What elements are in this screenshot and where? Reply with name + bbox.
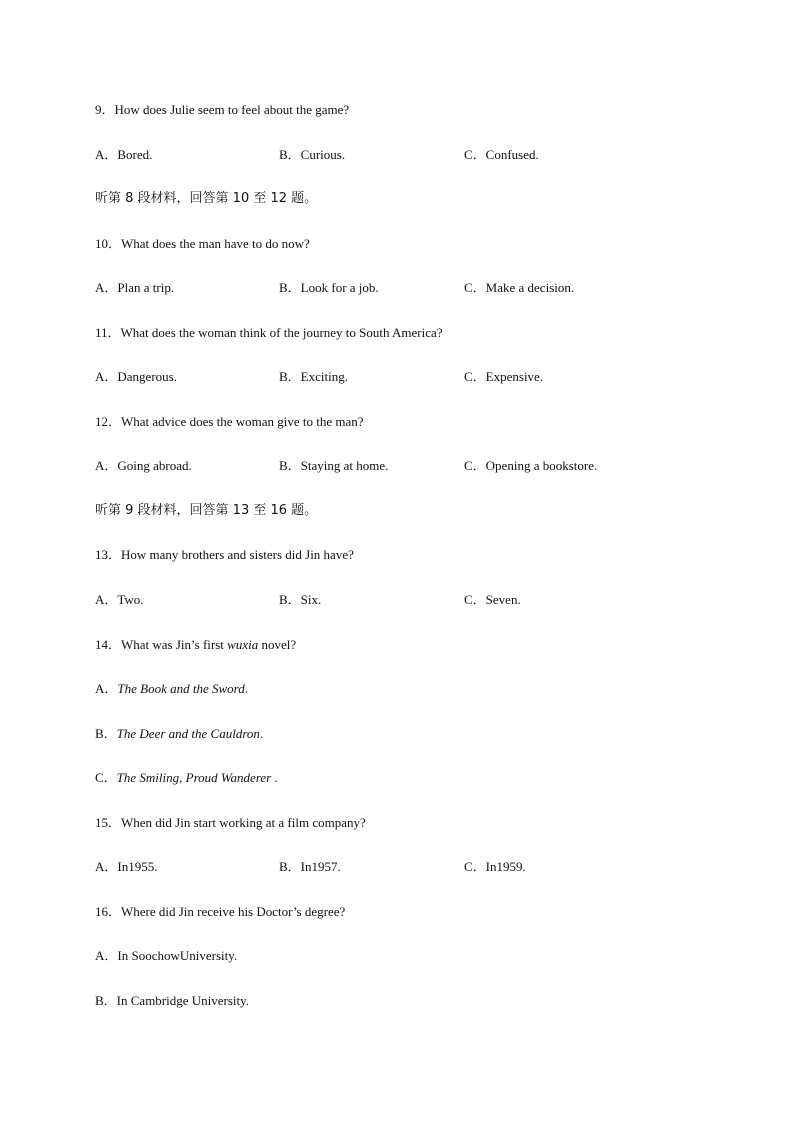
- q14-option-c: [95, 770, 278, 786]
- q14-option-b-letter: B．: [95, 726, 117, 741]
- q15-option-c: C．In1959.: [464, 859, 526, 874]
- q14-option-a-title: The Book and the Sword: [117, 681, 245, 696]
- q14-option-a: [95, 681, 248, 697]
- q9-option-a: A．Bored.: [95, 147, 153, 162]
- q14-text-suffix: novel?: [258, 637, 297, 652]
- q14-option-c-end: .: [271, 770, 278, 785]
- question-10: 10．What does the man have to do now?: [95, 236, 310, 251]
- section-8-instruction: 听第 8 段材料，回答第 10 至 12 题。: [95, 191, 318, 206]
- section-9-instruction: 听第 9 段材料，回答第 13 至 16 题。: [95, 503, 318, 518]
- question-9: 9．How does Julie seem to feel about the game?: [95, 102, 350, 117]
- q9-option-c: C．Confused.: [464, 147, 539, 162]
- q10-option-c: C．Make a decision.: [464, 280, 575, 295]
- q13-option-a: A．Two.: [95, 592, 144, 607]
- q12-option-c: C．Opening a bookstore.: [464, 458, 598, 473]
- q14-option-c-letter: C．: [95, 770, 117, 785]
- q16-option-b: B．In Cambridge University.: [95, 993, 250, 1008]
- q14-option-b-end: .: [259, 726, 264, 741]
- q10-option-b: B．Look for a job.: [279, 280, 379, 295]
- question-12: 12．What advice does the woman give to the man?: [95, 414, 364, 429]
- q11-option-a: A．Dangerous.: [95, 369, 177, 384]
- question-11: 11．What does the woman think of the journey to South America?: [95, 325, 443, 340]
- question-13: 13．How many brothers and sisters did Jin have?: [95, 547, 354, 562]
- q14-text-italic: wuxia: [227, 637, 259, 652]
- q11-option-c: C．Expensive.: [464, 369, 544, 384]
- q14-option-b-title: The Deer and the Cauldron: [116, 726, 260, 741]
- q10-option-a: A．Plan a trip.: [95, 280, 175, 295]
- q14-option-a-letter: A．: [95, 681, 118, 696]
- q15-option-b: B．In1957.: [279, 859, 341, 874]
- q14-text-prefix: 14．What was Jin’s first: [95, 637, 228, 652]
- question-14: [95, 637, 296, 653]
- question-16: 16．Where did Jin receive his Doctor’s degree?: [95, 904, 346, 919]
- question-15: 15．When did Jin start working at a film company?: [95, 815, 366, 830]
- q12-option-b: B．Staying at home.: [279, 458, 389, 473]
- q14-option-c-title: The Smiling, Proud Wanderer: [116, 770, 272, 785]
- q11-option-b: B．Exciting.: [279, 369, 348, 384]
- q14-option-b: [95, 726, 263, 742]
- q9-option-b: B．Curious.: [279, 147, 346, 162]
- q12-option-a: A．Going abroad.: [95, 458, 192, 473]
- q13-option-b: B．Six.: [279, 592, 322, 607]
- q14-option-a-end: .: [244, 681, 248, 696]
- q16-option-a: A．In SoochowUniversity.: [95, 948, 238, 963]
- q15-option-a: A．In1955.: [95, 859, 158, 874]
- q13-option-c: C．Seven.: [464, 592, 521, 607]
